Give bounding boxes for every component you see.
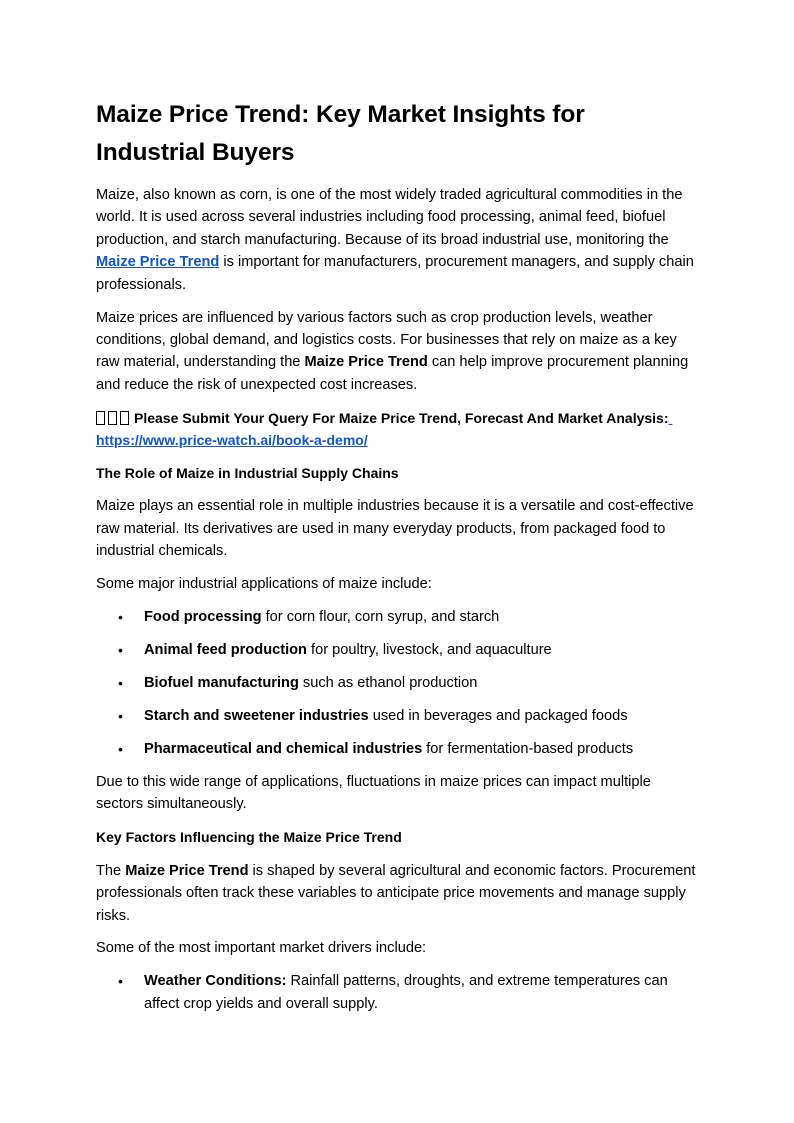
section1-paragraph: Maize plays an essential role in multiple industries because it is a versatile and cost-effective raw material. Its derivatives are used in many everyday products, from packaged food to industrial chemicals. bbox=[96, 498, 694, 560]
maize-price-trend-link[interactable]: Maize Price Trend bbox=[96, 254, 220, 271]
section-heading-role: The Role of Maize in Industrial Supply Chains bbox=[96, 464, 399, 481]
bullet-icon: • bbox=[118, 708, 123, 724]
list-item-bold: Animal feed production bbox=[144, 642, 307, 658]
intro-paragraph-2 bbox=[96, 307, 698, 397]
intro-text-1: Maize, also known as corn, is one of the most widely traded agricultural commodities in the world. It is used across several industries including food processing, animal feed, biofuel production, and starch manufacturing. Because of its broad industrial use, monitoring the bbox=[96, 187, 683, 248]
list-item-bold: Food processing bbox=[144, 609, 262, 625]
bullet-icon: • bbox=[118, 675, 123, 691]
section2-list-intro: Some of the most important market drivers include: bbox=[96, 940, 427, 957]
section2-text: The bbox=[96, 862, 126, 879]
list-item bbox=[96, 738, 698, 760]
list-item-text: Rainfall patterns, droughts, and extreme temperatures can affect crop yields and overall supply. bbox=[144, 973, 668, 1012]
section1-closing: Due to this wide range of applications, fluctuations in maize prices can impact multiple sectors simultaneously. bbox=[96, 774, 651, 813]
section2-paragraph bbox=[96, 860, 698, 927]
intro-text-2-end: can help improve procurement planning and reduce the risk of unexpected cost increases. bbox=[96, 354, 689, 393]
missing-glyph-icon bbox=[120, 411, 129, 425]
list-item-text: such as ethanol production bbox=[298, 675, 478, 691]
list-item-bold: Weather Conditions: bbox=[144, 973, 287, 990]
book-demo-link[interactable]: https://www.price-watch.ai/book-a-demo/ bbox=[96, 432, 368, 449]
page-title: Maize Price Trend: Key Market Insights for Industrial Buyers bbox=[96, 101, 585, 166]
query-link-space[interactable] bbox=[669, 410, 673, 426]
query-callout bbox=[96, 407, 698, 452]
intro-text-2: Maize prices are influenced by various factors such as crop production levels, weather conditions, global demand, and logistics costs. For businesses that rely on maize as a key raw material, understanding the bbox=[96, 309, 677, 371]
intro-text-1-end: is important for manufacturers, procurement managers, and supply chain professionals. bbox=[96, 254, 694, 293]
section1-list-intro: Some major industrial applications of maize include: bbox=[96, 576, 432, 593]
missing-glyph-icon bbox=[96, 411, 105, 425]
applications-list bbox=[96, 606, 698, 760]
intro-paragraph-1 bbox=[96, 184, 698, 296]
list-item bbox=[96, 639, 698, 661]
list-item-text: for fermentation-based products bbox=[422, 741, 634, 757]
list-item bbox=[96, 672, 698, 694]
list-item-text: for poultry, livestock, and aquaculture bbox=[306, 642, 552, 658]
missing-glyph-icon bbox=[108, 411, 117, 425]
bullet-icon: • bbox=[118, 741, 123, 757]
bullet-icon: • bbox=[118, 973, 123, 990]
list-item-text: for corn flour, corn syrup, and starch bbox=[261, 609, 500, 625]
query-text: Please Submit Your Query For Maize Price Trend, Forecast And Market Analysis: bbox=[134, 409, 669, 426]
section2-text-end: is shaped by several agricultural and economic factors. Procurement professionals often track these variables to anticipate price movements and manage supply risks. bbox=[96, 862, 696, 924]
list-item bbox=[96, 705, 698, 727]
section2-bold-term: Maize Price Trend bbox=[125, 862, 249, 879]
list-item bbox=[96, 970, 698, 1015]
bullet-icon: • bbox=[118, 609, 123, 625]
list-item-text: used in beverages and packaged foods bbox=[368, 708, 628, 724]
drivers-list bbox=[96, 970, 698, 1015]
list-item-bold: Pharmaceutical and chemical industries bbox=[144, 741, 423, 757]
intro-bold-term: Maize Price Trend bbox=[304, 354, 428, 371]
missing-glyph-icons bbox=[96, 407, 132, 429]
list-item bbox=[96, 606, 698, 628]
bullet-icon: • bbox=[118, 642, 123, 658]
list-item-bold: Starch and sweetener industries bbox=[144, 708, 369, 724]
list-item-bold: Biofuel manufacturing bbox=[144, 675, 299, 691]
section-heading-factors: Key Factors Influencing the Maize Price Trend bbox=[96, 829, 402, 846]
